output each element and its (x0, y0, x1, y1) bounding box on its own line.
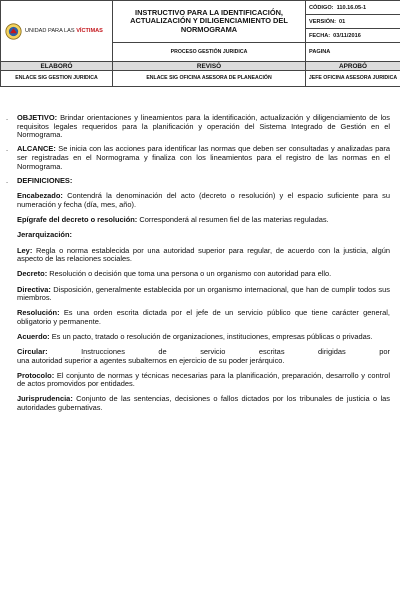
reviso-value: ENLACE SIG OFICINA ASESORA DE PLANEACIÓN (113, 71, 306, 87)
codigo-value: 110.16.05-1 (336, 4, 367, 11)
section-number: . (6, 144, 9, 154)
codigo-cell: CÓDIGO: 110.16.05-1 (306, 1, 400, 15)
unit-logo (5, 23, 112, 40)
title-cell (113, 1, 306, 43)
definition-acuerdo: Acuerdo: Es un pacto, tratado o resolución de organizaciones, instituciones, empresas públicas o privadas. (17, 331, 373, 341)
logo-cell (1, 1, 113, 62)
document-title: INSTRUCTIVO PARA LA IDENTIFICACIÓN, ACTUALIZACIÓN Y DILIGENCIAMIENTO DEL NORMOGRAMA (130, 7, 288, 34)
section-objetivo (6, 114, 390, 140)
version-cell: VERSIÓN: 01 (306, 15, 400, 29)
section-number: . (6, 175, 9, 185)
process-name: PROCESO GESTIÓN JURIDICA (113, 43, 306, 62)
version-value: 01 (339, 18, 346, 25)
section-number: . (6, 113, 9, 122)
aprobo-label: APROBÓ (306, 62, 400, 71)
objetivo-text: Brindar orientaciones y lineamientos para la identificación, actualización y diligenciamiento de los requisitos legales requeridos para la planificación y operación del Sistema Integrado de Gestión en el Normograma. (17, 113, 390, 140)
section-definiciones (6, 177, 390, 186)
pagina-cell: PAGINA (306, 43, 400, 62)
aprobo-value: JEFE OFICINA ASESORA JURIDICA (306, 71, 400, 87)
coat-of-arms-icon (5, 23, 22, 40)
document-header (0, 0, 400, 87)
elaboro-label: ELABORÓ (1, 62, 113, 71)
document-body (6, 114, 390, 419)
alcance-text: Se inicia con las acciones para identificar las normas que deben ser consultadas y analizadas para ser registradas en el Normograma y finaliza con los lineamientos para el registro de las normas en el Normograma. (17, 144, 390, 171)
fecha-value: 03/11/2016 (333, 32, 361, 39)
alcance-heading: ALCANCE: (17, 144, 56, 154)
reviso-label: REVISÓ (113, 62, 306, 71)
definition-epigrafe: Epígrafe del decreto o resolución: Corresponderá al resumen fiel de las materias reguladas. (17, 215, 329, 225)
definition-circular: Circular: Instrucciones de servicio escritas dirigidas por una autoridad superior a agentes subalternos en ejercicio de su poder jerárquico. (17, 346, 390, 365)
definition-decreto: Decreto: Resolución o decisión que toma una persona o un organismo con autoridad para ello. (17, 269, 332, 279)
jerarquizacion-heading: Jerarquización: (17, 230, 72, 240)
definition-directiva: Directiva: Disposición, generalmente establecida por un organismo internacional, que han de cumplir todos sus miembros. (17, 284, 390, 303)
fecha-cell: FECHA: 03/11/2016 (306, 29, 400, 43)
definiciones-heading: DEFINICIONES: (17, 175, 73, 185)
section-alcance (6, 145, 390, 171)
objetivo-heading: OBJETIVO: (17, 113, 58, 122)
definition-encabezado: Encabezado: Contendrá la denominación del acto (decreto o resolución) y el espacio suficiente para su numeración y fecha (día, mes, año). (17, 191, 390, 209)
definition-ley: Ley: Regla o norma establecida por una autoridad superior para regular, de acuerdo con la justicia, algún aspecto de las relaciones sociales. (17, 245, 390, 264)
elaboro-value: ENLACE SIG GESTION JURIDICA (1, 71, 113, 87)
definition-resolucion: Resolución: Es una orden escrita dictada por el jefe de un servicio público que tiene carácter general, obligatorio y permanente. (17, 308, 390, 326)
definition-jurisprudencia: Jurisprudencia: Conjunto de las sentencias, decisiones o fallos dictados por los tribunales de justicia o las autoridades gubernativas. (17, 394, 390, 412)
definition-protocolo: Protocolo: El conjunto de normas y técnicas necesarias para la planificación, preparación, desarrollo y control de actos promovidos por entidades. (17, 370, 390, 389)
unit-name: UNIDAD PARA LAS VÍCTIMAS (25, 28, 103, 34)
definitions-list (6, 192, 390, 412)
